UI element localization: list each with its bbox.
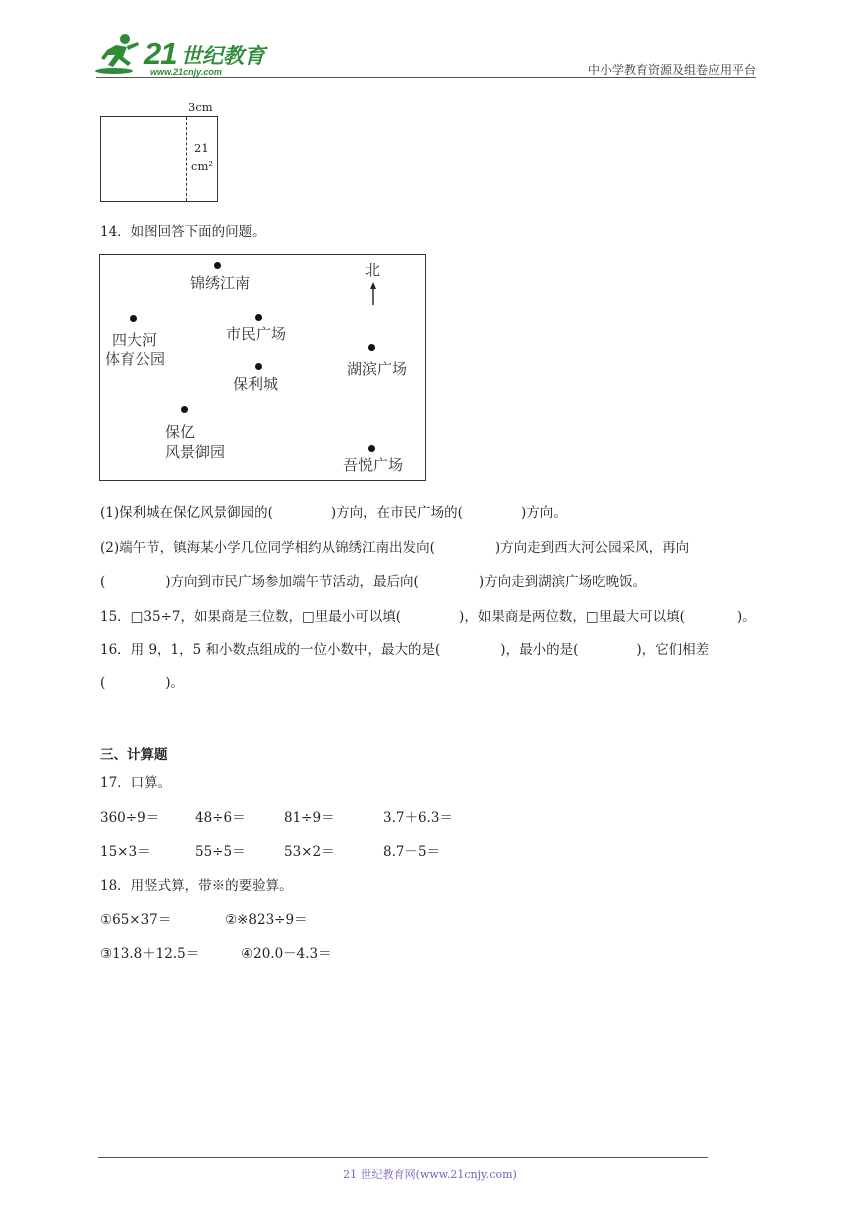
map-point-jinxiu: [214, 262, 221, 269]
q17-item: 15×3＝: [100, 844, 151, 860]
q17-title: 17．口算。: [100, 775, 172, 791]
q14-sub2-part2: )方向走到西大河公园采风，再向: [494, 540, 690, 556]
q14-sub1-part2: )方向，在市民广场的(: [330, 505, 463, 521]
q17-item: 53×2＝: [284, 844, 335, 860]
q16-line1: [100, 638, 709, 658]
map-point-wuyue: [368, 445, 375, 452]
q16-part2: )，最小的是(: [500, 642, 579, 658]
platform-title: 中小学教育资源及组卷应用平台: [587, 63, 756, 77]
map-label-baoyi-1: 保亿: [165, 423, 196, 441]
map-label-binhu: 湖滨广场: [347, 360, 408, 378]
q14-sub2-part4: )方向到市民广场参加端午节活动，最后向(: [165, 574, 419, 590]
north-arrow-icon: [368, 282, 378, 306]
q17-item: 3.7＋6.3＝: [383, 810, 453, 826]
q17-item: 8.7－5＝: [383, 844, 441, 860]
map-point-shimin: [255, 314, 262, 321]
map-label-shimin: 市民广场: [226, 325, 287, 343]
q17-item: 81÷9＝: [284, 810, 335, 826]
q15-part1: 15．□35÷7，如果商是三位数，□里最小可以填(: [100, 609, 402, 625]
q15-part2: )，如果商是两位数，□里最大可以填(: [459, 609, 685, 625]
q14-sub2-line1: [100, 536, 689, 556]
logo-url: www.21cnjy.com: [150, 67, 222, 77]
q16-part4: (: [100, 675, 106, 691]
q14-sub2-line2: [100, 570, 646, 590]
q16-part3: )，它们相差: [636, 642, 710, 658]
q14-sub2-part1: (2)端午节，镇海某小学几位同学相约从锦绣江南出发向(: [100, 540, 435, 556]
q15: [100, 605, 756, 625]
q17-item: 55÷5＝: [195, 844, 246, 860]
q14-sub2-part3: (: [100, 574, 106, 590]
q17-item: 360÷9＝: [100, 810, 160, 826]
logo-number: 21: [144, 36, 177, 71]
map-label-sidahe-2: 体育公园: [105, 350, 166, 368]
map-point-sidahe: [130, 315, 137, 322]
q16-part1: 16．用 9，1，5 和小数点组成的一位小数中，最大的是(: [100, 642, 441, 658]
rect-area-unit: cm²: [191, 159, 213, 173]
q18-item: ④20.0－4.3＝: [241, 946, 332, 962]
q14-sub1: [100, 501, 567, 521]
map-point-baoyi: [181, 406, 188, 413]
q18-item: ①65×37＝: [100, 912, 172, 928]
map-point-binhu: [368, 344, 375, 351]
map-label-baoyi-2: 风景御园: [165, 443, 226, 461]
runner-logo-icon: [94, 32, 146, 76]
rect-dashed-divider: [186, 117, 187, 201]
map-label-sidahe-1: 四大河: [112, 331, 158, 349]
q18-item: ②※823÷9＝: [225, 912, 308, 928]
q14-sub1-part1: (1)保利城在保亿风景御园的(: [100, 505, 273, 521]
map-label-jinxiu: 锦绣江南: [190, 274, 251, 292]
rect-width-label: 3cm: [188, 100, 213, 114]
q14-title: 14．如图回答下面的问题。: [100, 224, 266, 240]
header-divider: [96, 77, 756, 78]
section-heading: 三、计算题: [100, 747, 168, 763]
footer-divider: [98, 1157, 708, 1158]
q18-item: ③13.8＋12.5＝: [100, 946, 200, 962]
logo-text: 世纪教育: [181, 44, 265, 68]
q15-part3: )。: [736, 609, 756, 625]
rect-area-value: 21: [194, 141, 209, 155]
map-label-baoli: 保利城: [233, 375, 279, 393]
north-label: 北: [365, 261, 381, 279]
q17-item: 48÷6＝: [195, 810, 246, 826]
q18-title: 18．用竖式算，带※的要验算。: [100, 878, 293, 894]
map-point-baoli: [255, 363, 262, 370]
map-label-wuyue: 吾悦广场: [343, 456, 404, 474]
footer-link[interactable]: 21 世纪教育网(www.21cnjy.com): [343, 1168, 517, 1181]
q16-part5: )。: [165, 675, 185, 691]
q14-sub2-part5: )方向走到湖滨广场吃晚饭。: [478, 574, 647, 590]
q14-sub1-part3: )方向。: [520, 505, 567, 521]
q16-line2: [100, 671, 184, 691]
